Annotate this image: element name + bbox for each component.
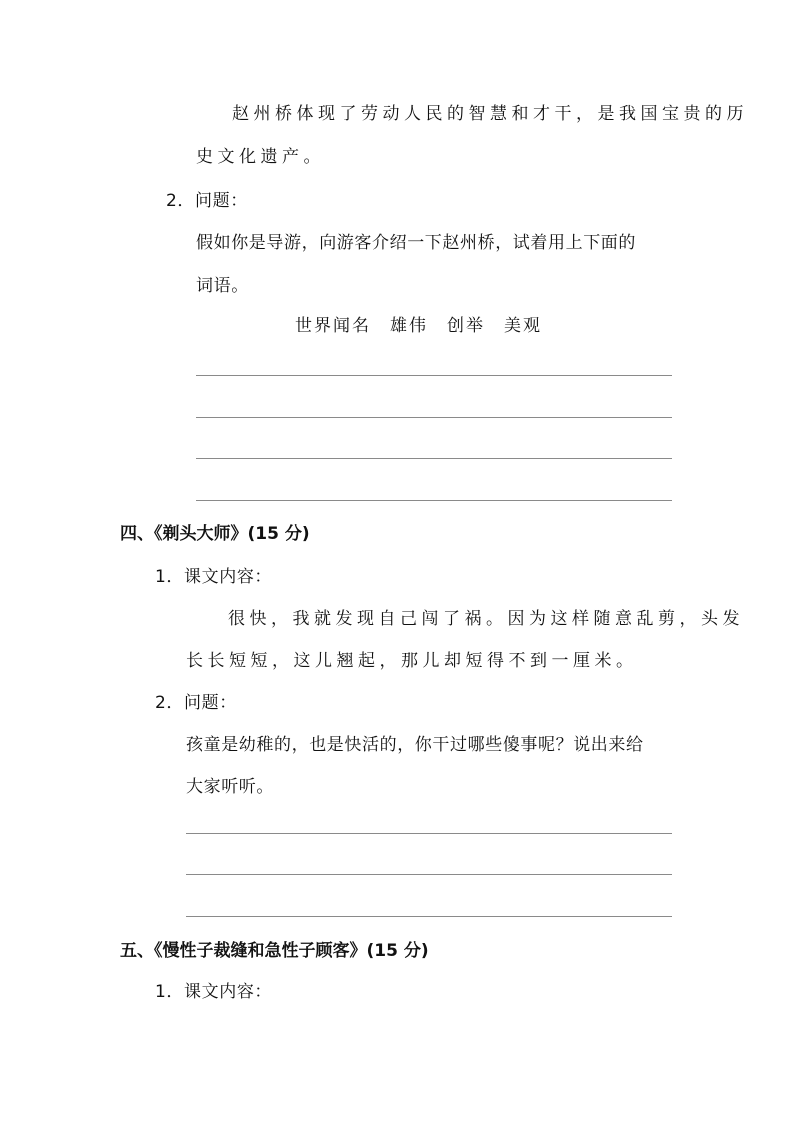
question-text-line: 词语。 bbox=[196, 276, 249, 296]
question-label: 2．问题： bbox=[166, 191, 248, 211]
question-text-line: 大家听听。 bbox=[186, 777, 274, 797]
answer-line[interactable] bbox=[196, 417, 672, 418]
answer-line[interactable] bbox=[196, 375, 672, 376]
vocabulary-words: 世界闻名 雄伟 创举 美观 bbox=[295, 316, 542, 336]
section-heading: 五、《慢性子裁缝和急性子顾客》(15 分) bbox=[120, 941, 429, 961]
passage-text-line: 赵州桥体现了劳动人民的智慧和才干，是我国宝贵的历 bbox=[232, 104, 748, 124]
passage-text-line: 长长短短，这儿翘起，那儿却短得不到一厘米。 bbox=[186, 651, 638, 671]
question-text-line: 假如你是导游，向游客介绍一下赵州桥，试着用上下面的 bbox=[196, 233, 636, 253]
question-label: 1．课文内容： bbox=[155, 982, 273, 1002]
question-label: 2．问题： bbox=[155, 693, 237, 713]
passage-text-line: 很快，我就发现自己闯了祸。因为这样随意乱剪，头发 bbox=[228, 609, 744, 629]
question-label: 1．课文内容： bbox=[155, 567, 273, 587]
passage-text-line: 史文化遗产。 bbox=[196, 147, 325, 167]
section-heading: 四、《剃头大师》(15 分) bbox=[120, 524, 310, 544]
answer-line[interactable] bbox=[186, 833, 672, 834]
answer-line[interactable] bbox=[196, 458, 672, 459]
answer-line[interactable] bbox=[186, 874, 672, 875]
answer-line[interactable] bbox=[196, 500, 672, 501]
question-text-line: 孩童是幼稚的，也是快活的，你干过哪些傻事呢？说出来给 bbox=[186, 735, 644, 755]
answer-line[interactable] bbox=[186, 916, 672, 917]
